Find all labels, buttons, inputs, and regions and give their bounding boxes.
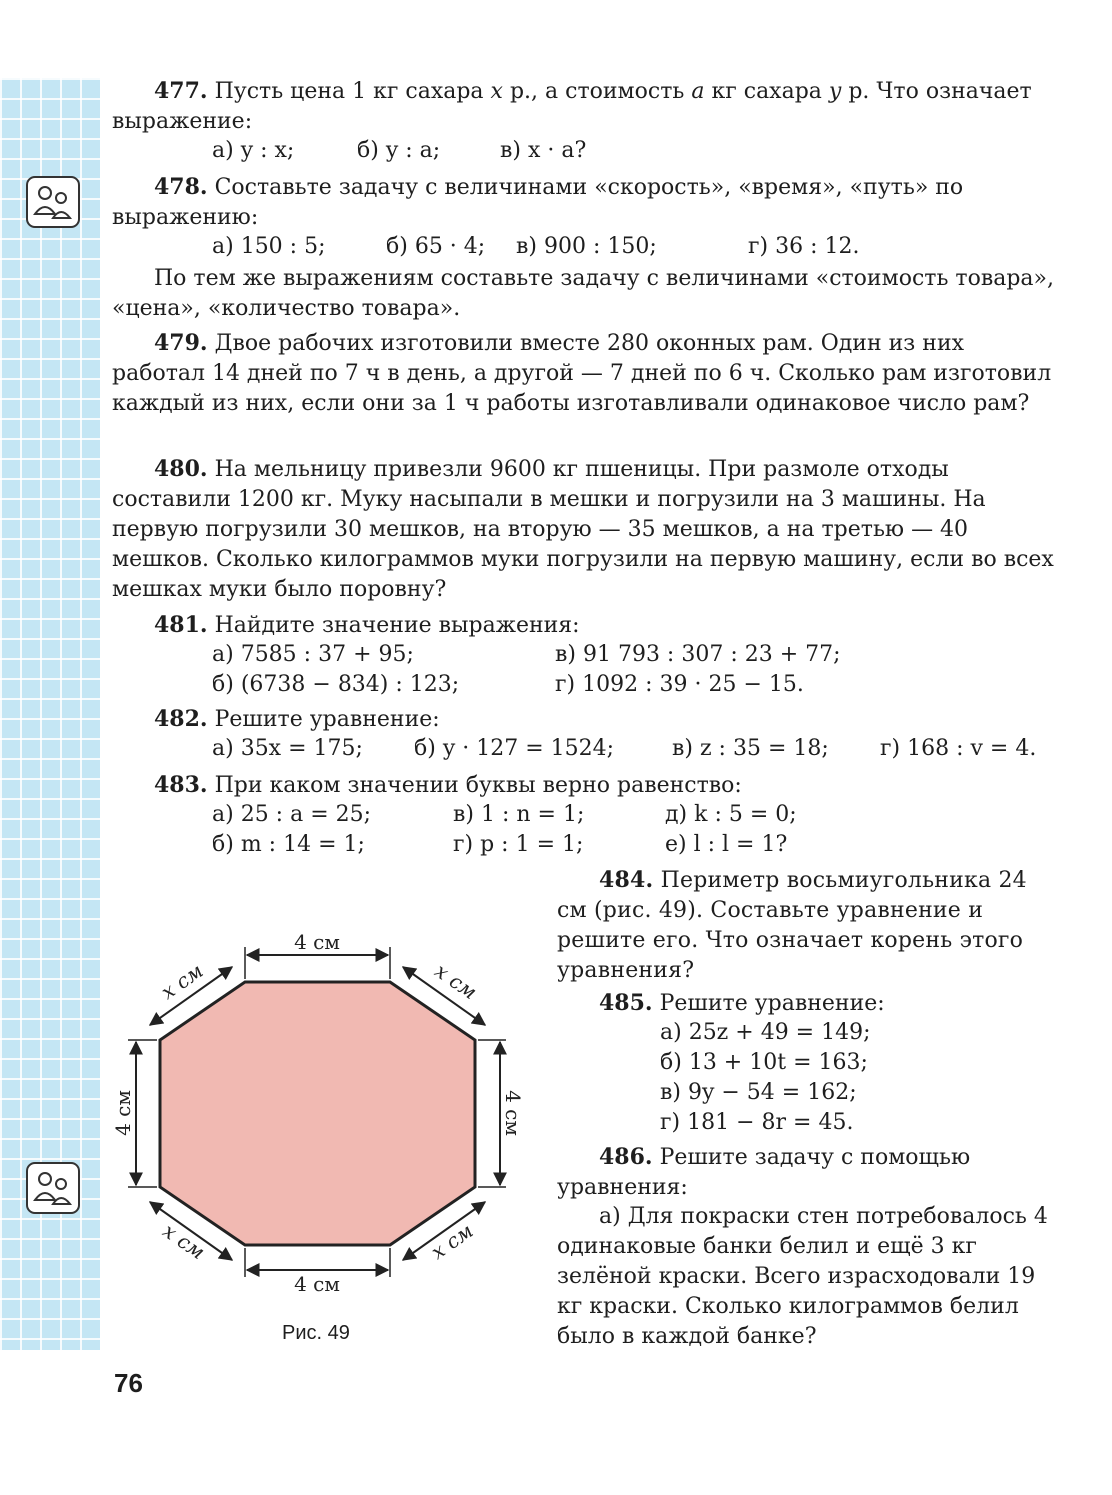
octagon-shape: [160, 982, 475, 1245]
option: а) y : x;: [212, 138, 295, 163]
problem-number: 481.: [154, 612, 208, 638]
option: б) m : 14 = 1;: [212, 832, 365, 857]
option: б) (6738 − 834) : 123;: [212, 672, 460, 697]
right-side-label: 4 см: [501, 1090, 525, 1136]
option: а) 25z + 49 = 149;: [660, 1020, 871, 1045]
group-work-icon: [26, 1162, 80, 1214]
option: б) 65 · 4;: [386, 234, 486, 259]
diagonal-side-label-br: x см: [426, 1218, 478, 1265]
problem-477: 477. Пусть цена 1 кг сахара x р., а стоимость a кг сахара y р. Что означает выражение:: [112, 78, 1032, 134]
diagonal-side-label-tl: x см: [156, 958, 208, 1005]
option: б) y · 127 = 1524;: [414, 736, 615, 761]
problem-478-follow: По тем же выражениям составьте задачу с величинами «стоимость товара», «цена», «количество товара».: [112, 266, 1054, 321]
problem-number: 477.: [154, 78, 208, 104]
problem-486: 486. Решите задачу с помощью уравнения:: [557, 1144, 971, 1200]
option: в) 1 : n = 1;: [453, 802, 585, 827]
problem-478: 478. Составьте задачу с величинами «скорость», «время», «путь» по выражению:: [112, 174, 964, 230]
problem-482: 482. Решите уравнение:: [154, 706, 440, 732]
option: а) 25 : a = 25;: [212, 802, 372, 827]
option: а) 7585 : 37 + 95;: [212, 642, 414, 667]
problem-481: 481. Найдите значение выражения:: [154, 612, 580, 638]
diagonal-side-label-tr: x см: [430, 958, 482, 1005]
decorative-side-strip: [0, 78, 100, 1350]
bottom-side-label: 4 см: [294, 1272, 340, 1296]
option: а) 35x = 175;: [212, 736, 363, 761]
option: г) 181 − 8r = 45.: [660, 1110, 854, 1135]
option: г) 1092 : 39 · 25 − 15.: [555, 672, 804, 697]
octagon-figure: [111, 925, 540, 1320]
option: е) l : l = 1?: [665, 832, 788, 857]
problem-number: 484.: [599, 867, 654, 893]
option: в) x · a?: [500, 138, 587, 163]
page-number: 76: [114, 1368, 143, 1398]
problem-483: 483. При каком значении буквы верно равенство:: [154, 772, 742, 798]
problem-number: 479.: [154, 330, 208, 356]
problem-number: 486.: [599, 1144, 653, 1170]
problem-number: 482.: [154, 706, 208, 732]
diagonal-side-label-bl: x см: [158, 1218, 210, 1265]
problem-479: 479. Двое рабочих изготовили вместе 280 оконных рам. Один из них работал 14 дней по 7 ч в день, а другой — 7 дней по 6 ч. Сколько рам изготовил каждый из них, если они за 1 ч работы изготавливали одинаковое число рам?: [112, 330, 1052, 416]
problem-number: 483.: [154, 772, 208, 798]
group-work-icon: [26, 176, 80, 228]
option: б) 13 + 10t = 163;: [660, 1050, 868, 1075]
option: г) 168 : v = 4.: [880, 736, 1037, 761]
problem-number: 478.: [154, 174, 208, 200]
problem-486-a: а) Для покраски стен потребовалось 4 одинаковые банки белил и ещё 3 кг зелёной краски. Всего израсходовали 19 кг краски. Сколько килограммов белил было в каждой банке?: [557, 1204, 1048, 1349]
problem-485: 485. Решите уравнение:: [599, 990, 885, 1016]
option: г) p : 1 = 1;: [453, 832, 584, 857]
problem-number: 485.: [599, 990, 653, 1016]
option: д) k : 5 = 0;: [665, 802, 797, 827]
problem-480: 480. На мельницу привезли 9600 кг пшеницы. При размоле отходы составили 1200 кг. Муку насыпали в мешки и погрузили на 3 машины. На первую погрузили 30 мешков, на вторую — 35 мешков, а на третью — 40 мешков. Сколько килограммов муки погрузили на первую машину, если во всех мешках муки было поровну?: [112, 456, 1054, 602]
figure-caption: Рис. 49: [282, 1322, 350, 1344]
option: в) 900 : 150;: [516, 234, 657, 259]
left-side-label: 4 см: [111, 1090, 135, 1136]
option: в) z : 35 = 18;: [672, 736, 829, 761]
problem-484: 484. Периметр восьмиугольника 24 см (рис. 49). Составьте уравнение и решите его. Что означает корень этого уравнения?: [557, 867, 1027, 983]
option: б) y : a;: [357, 138, 441, 163]
option: в) 9y − 54 = 162;: [660, 1080, 857, 1105]
option: а) 150 : 5;: [212, 234, 326, 259]
option: в) 91 793 : 307 : 23 + 77;: [555, 642, 841, 667]
problem-number: 480.: [154, 456, 208, 482]
top-side-label: 4 см: [294, 930, 340, 954]
option: г) 36 : 12.: [748, 234, 860, 259]
